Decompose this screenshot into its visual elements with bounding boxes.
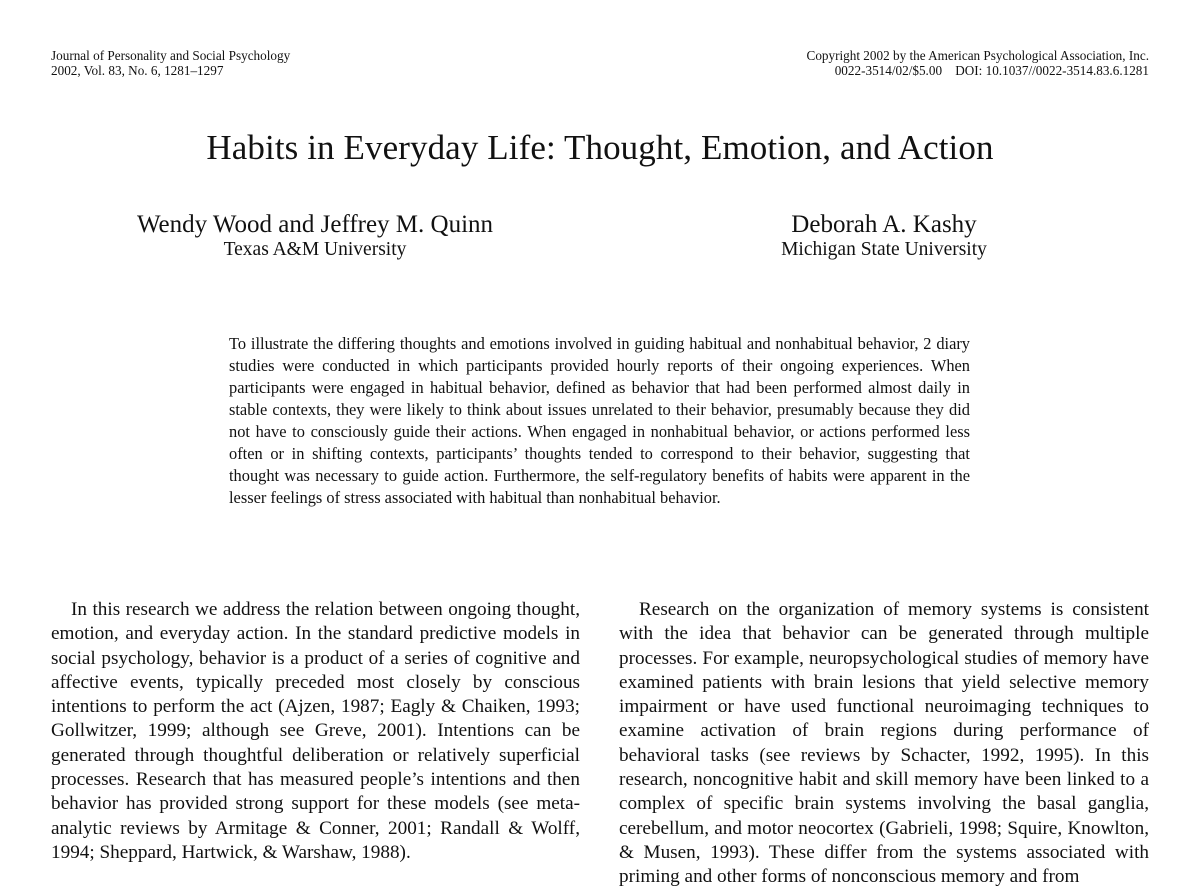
author-block-1 [115,212,515,262]
body-paragraph: In this research we address the relation between ongoing thought, emotion, and everyday action. In the standard predictive models in social psychology, behavior is a product of a series of cognitive and affective events, typically preceded most closely by conscious intentions to perform the act (Ajzen, 1987; Eagly & Chaiken, 1993; Gollwitzer, 1999; although see Greve, 2001). Intentions can be generated through thoughtful deliberation or relatively superficial processes. Research that has measured people’s intentions and then behavior has provided strong support for these models (see meta-analytic reviews by Armitage & Conner, 2001; Randall & Wolff, 1994; Sheppard, Hartwick, & Warshaw, 1988). [51,599,580,863]
copyright-notice [807,48,1149,78]
journal-name: Journal of Personality and Social Psychology [51,48,291,63]
author-block-2 [734,212,1034,262]
journal-volume: 2002, Vol. 83, No. 6, 1281–1297 [51,63,224,78]
article-title: Habits in Everyday Life: Thought, Emotion, and Action [206,128,994,167]
body-column-left [51,598,580,865]
body-column-right [619,598,1149,890]
body-paragraph: Research on the organization of memory systems is consistent with the idea that behavior can be generated through multiple processes. For example, neuropsychological studies of memory have examined patients with brain lesions that yield selective memory impairment or have used functional neuroimaging techniques to examine activation of brain regions during performance of behavioral tasks (see reviews by Schacter, 1992, 1995). In this research, noncognitive habit and skill memory have been linked to a complex of specific brain systems involving the basal ganglia, cerebellum, and motor neocortex (Gabrieli, 1998; Squire, Knowlton, & Musen, 1993). These differ from the systems associated with priming and other forms of nonconscious memory and from [619,599,1149,888]
doi-line: 0022-3514/02/$5.00 DOI: 10.1037//0022-3514.83.6.1281 [834,63,1149,78]
journal-citation [51,48,290,78]
author-affiliation: Michigan State University [781,239,987,260]
author-names: Deborah A. Kashy [791,211,977,238]
abstract: To illustrate the differing thoughts and emotions involved in guiding habitual and nonhabitual behavior, 2 diary studies were conducted in which participants provided hourly reports of their ongoing experiences. When participants were engaged in habitual behavior, defined as behavior that had been performed almost daily in stable contexts, they were likely to think about issues unrelated to their behavior, presumably because they did not have to consciously guide their actions. When engaged in nonhabitual behavior, or actions performed less often or in shifting contexts, participants’ thoughts tended to correspond to their behavior, suggesting that thought was necessary to guide action. Furthermore, the self-regulatory benefits of habits were apparent in the lesser feelings of stress associated with habitual than nonhabitual behavior. [229,334,970,507]
author-affiliation: Texas A&M University [223,239,407,260]
copyright-line: Copyright 2002 by the American Psychological Association, Inc. [806,48,1149,63]
author-names: Wendy Wood and Jeffrey M. Quinn [136,211,494,238]
